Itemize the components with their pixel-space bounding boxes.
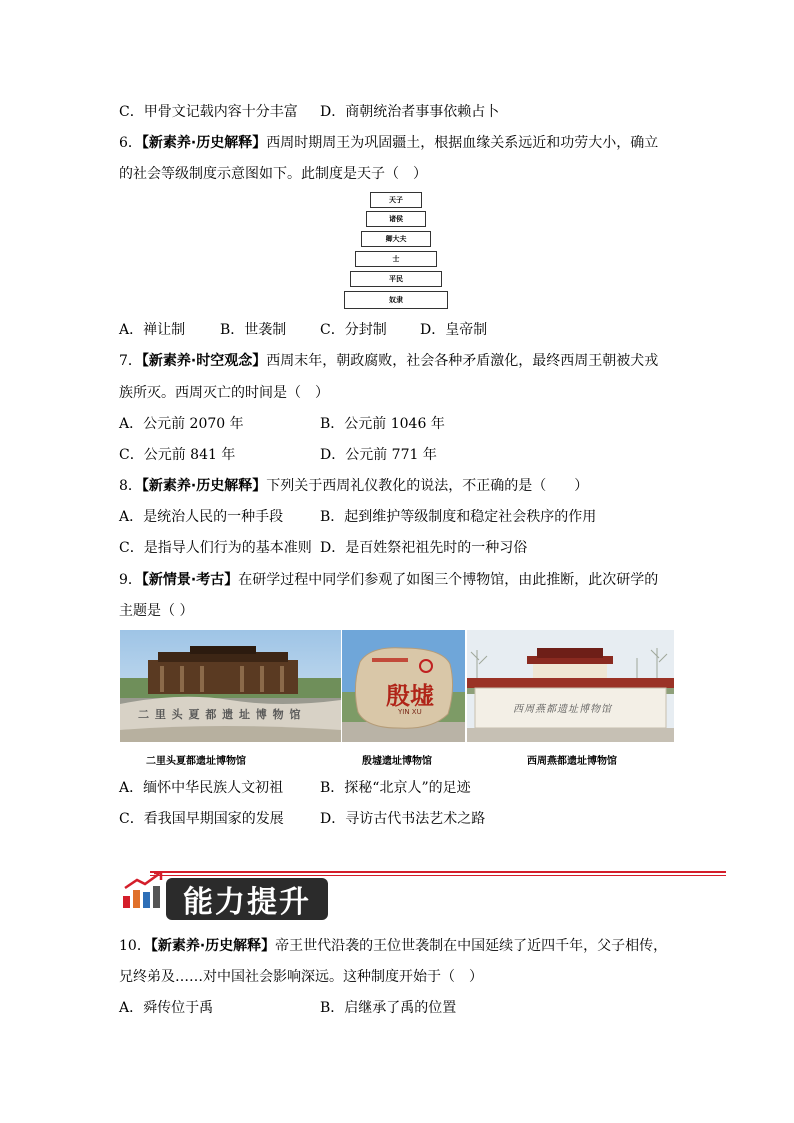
q9-stem-line1 <box>119 571 658 589</box>
q5-option-d: D．商朝统治者事事依赖占卜 <box>320 104 500 120</box>
q8-option-b: B．起到维护等级制度和稳定社会秩序的作用 <box>320 509 597 525</box>
q7-option-c: C．公元前 841 年 <box>119 447 236 463</box>
q7-option-a: A．公元前 2070 年 <box>119 416 244 432</box>
erlitou-caption: 二里头夏都遗址博物馆 <box>146 756 246 767</box>
pyramid-tier-2: 诸侯 <box>366 211 426 227</box>
pyramid-tier-6: 奴隶 <box>344 291 448 309</box>
q8-option-a: A．是统治人民的一种手段 <box>119 509 284 525</box>
q10-stem-text: 帝王世代沿袭的王位世袭制在中国延续了近四千年，父子相传， <box>275 938 668 954</box>
q5-option-c: C．甲骨文记载内容十分丰富 <box>119 104 298 120</box>
bar-chart-growth-icon <box>121 872 165 912</box>
section-title: 能力提升 <box>166 878 328 920</box>
erlitou-sign-text: 二 里 头 夏 都 遗 址 博 物 馆 <box>138 708 302 721</box>
q10-stem-line1 <box>119 937 667 955</box>
yinxu-museum-photo <box>342 630 465 742</box>
q9-stem-text: 在研学过程中同学们参观了如图三个博物馆，由此推断，此次研学的 <box>238 572 659 588</box>
pyramid-tier-5: 平民 <box>350 271 442 287</box>
q6-option-c: C．分封制 <box>320 322 387 338</box>
q7-stem-line1 <box>119 352 658 370</box>
q7-tag: 【新素养·时空观念】 <box>141 353 267 369</box>
q7-number: 7． <box>119 353 142 369</box>
xizhou-caption: 西周燕都遗址博物馆 <box>527 756 617 767</box>
q10-option-a: A．舜传位于禹 <box>119 1000 214 1016</box>
q6-tag: 【新素养·历史解释】 <box>141 135 267 151</box>
q7-option-b: B．公元前 1046 年 <box>320 416 445 432</box>
q7-stem-line2: 族所灭。西周灭亡的时间是（ ） <box>119 385 329 401</box>
section-divider-line-thin <box>150 875 726 876</box>
q8-tag: 【新素养·历史解释】 <box>141 478 267 494</box>
q9-option-b: B．探秘“北京人”的足迹 <box>320 780 471 796</box>
hierarchy-pyramid-diagram <box>344 192 448 312</box>
q6-stem-text: 西周时期周王为巩固疆土，根据血缘关系远近和功劳大小，确立 <box>266 135 659 151</box>
q8-number: 8． <box>119 478 142 494</box>
xizhou-sign-text: 西周燕都遗址博物馆 <box>513 704 612 715</box>
q6-number: 6． <box>119 135 142 151</box>
pyramid-tier-4: 士 <box>355 251 437 267</box>
section-divider-line <box>150 871 726 873</box>
q8-stem-text: 下列关于西周礼仪教化的说法，不正确的是（ ） <box>266 478 589 494</box>
q9-option-c: C．看我国早期国家的发展 <box>119 811 284 827</box>
pyramid-tier-3: 卿大夫 <box>361 231 431 247</box>
yinxu-caption: 殷墟遗址博物馆 <box>362 756 432 767</box>
q8-stem-line1 <box>119 477 588 495</box>
q10-stem-line2: 兄终弟及……对中国社会影响深远。这种制度开始于（ ） <box>119 969 483 985</box>
q8-option-d: D．是百姓祭祀祖先时的一种习俗 <box>320 540 528 556</box>
q10-tag: 【新素养·历史解释】 <box>150 938 276 954</box>
erlitou-museum-photo <box>120 630 341 742</box>
q9-number: 9． <box>119 572 142 588</box>
q10-number: 10． <box>119 938 151 954</box>
q10-option-b: B．启继承了禹的位置 <box>320 1000 457 1016</box>
q9-option-a: A．缅怀中华民族人文初祖 <box>119 780 284 796</box>
q6-stem-line2: 的社会等级制度示意图如下。此制度是天子（ ） <box>119 166 427 182</box>
q9-stem-line2: 主题是（ ） <box>119 603 194 619</box>
q6-stem-line1 <box>119 134 658 152</box>
yinxu-sign-text: 殷墟 <box>386 681 434 710</box>
xizhou-yandu-museum-photo <box>467 630 674 742</box>
q8-option-c: C．是指导人们行为的基本准则 <box>119 540 312 556</box>
q6-option-d: D．皇帝制 <box>420 322 488 338</box>
yinxu-sign-pinyin: YIN XU <box>398 708 422 716</box>
pyramid-tier-1: 天子 <box>370 192 422 208</box>
q9-option-d: D．寻访古代书法艺术之路 <box>320 811 486 827</box>
q6-option-b: B．世袭制 <box>220 322 287 338</box>
q7-option-d: D．公元前 771 年 <box>320 447 437 463</box>
q9-tag: 【新情景·考古】 <box>141 572 239 588</box>
q7-stem-text: 西周末年，朝政腐败，社会各种矛盾激化，最终西周王朝被犬戎 <box>266 353 659 369</box>
q6-option-a: A．禅让制 <box>119 322 186 338</box>
